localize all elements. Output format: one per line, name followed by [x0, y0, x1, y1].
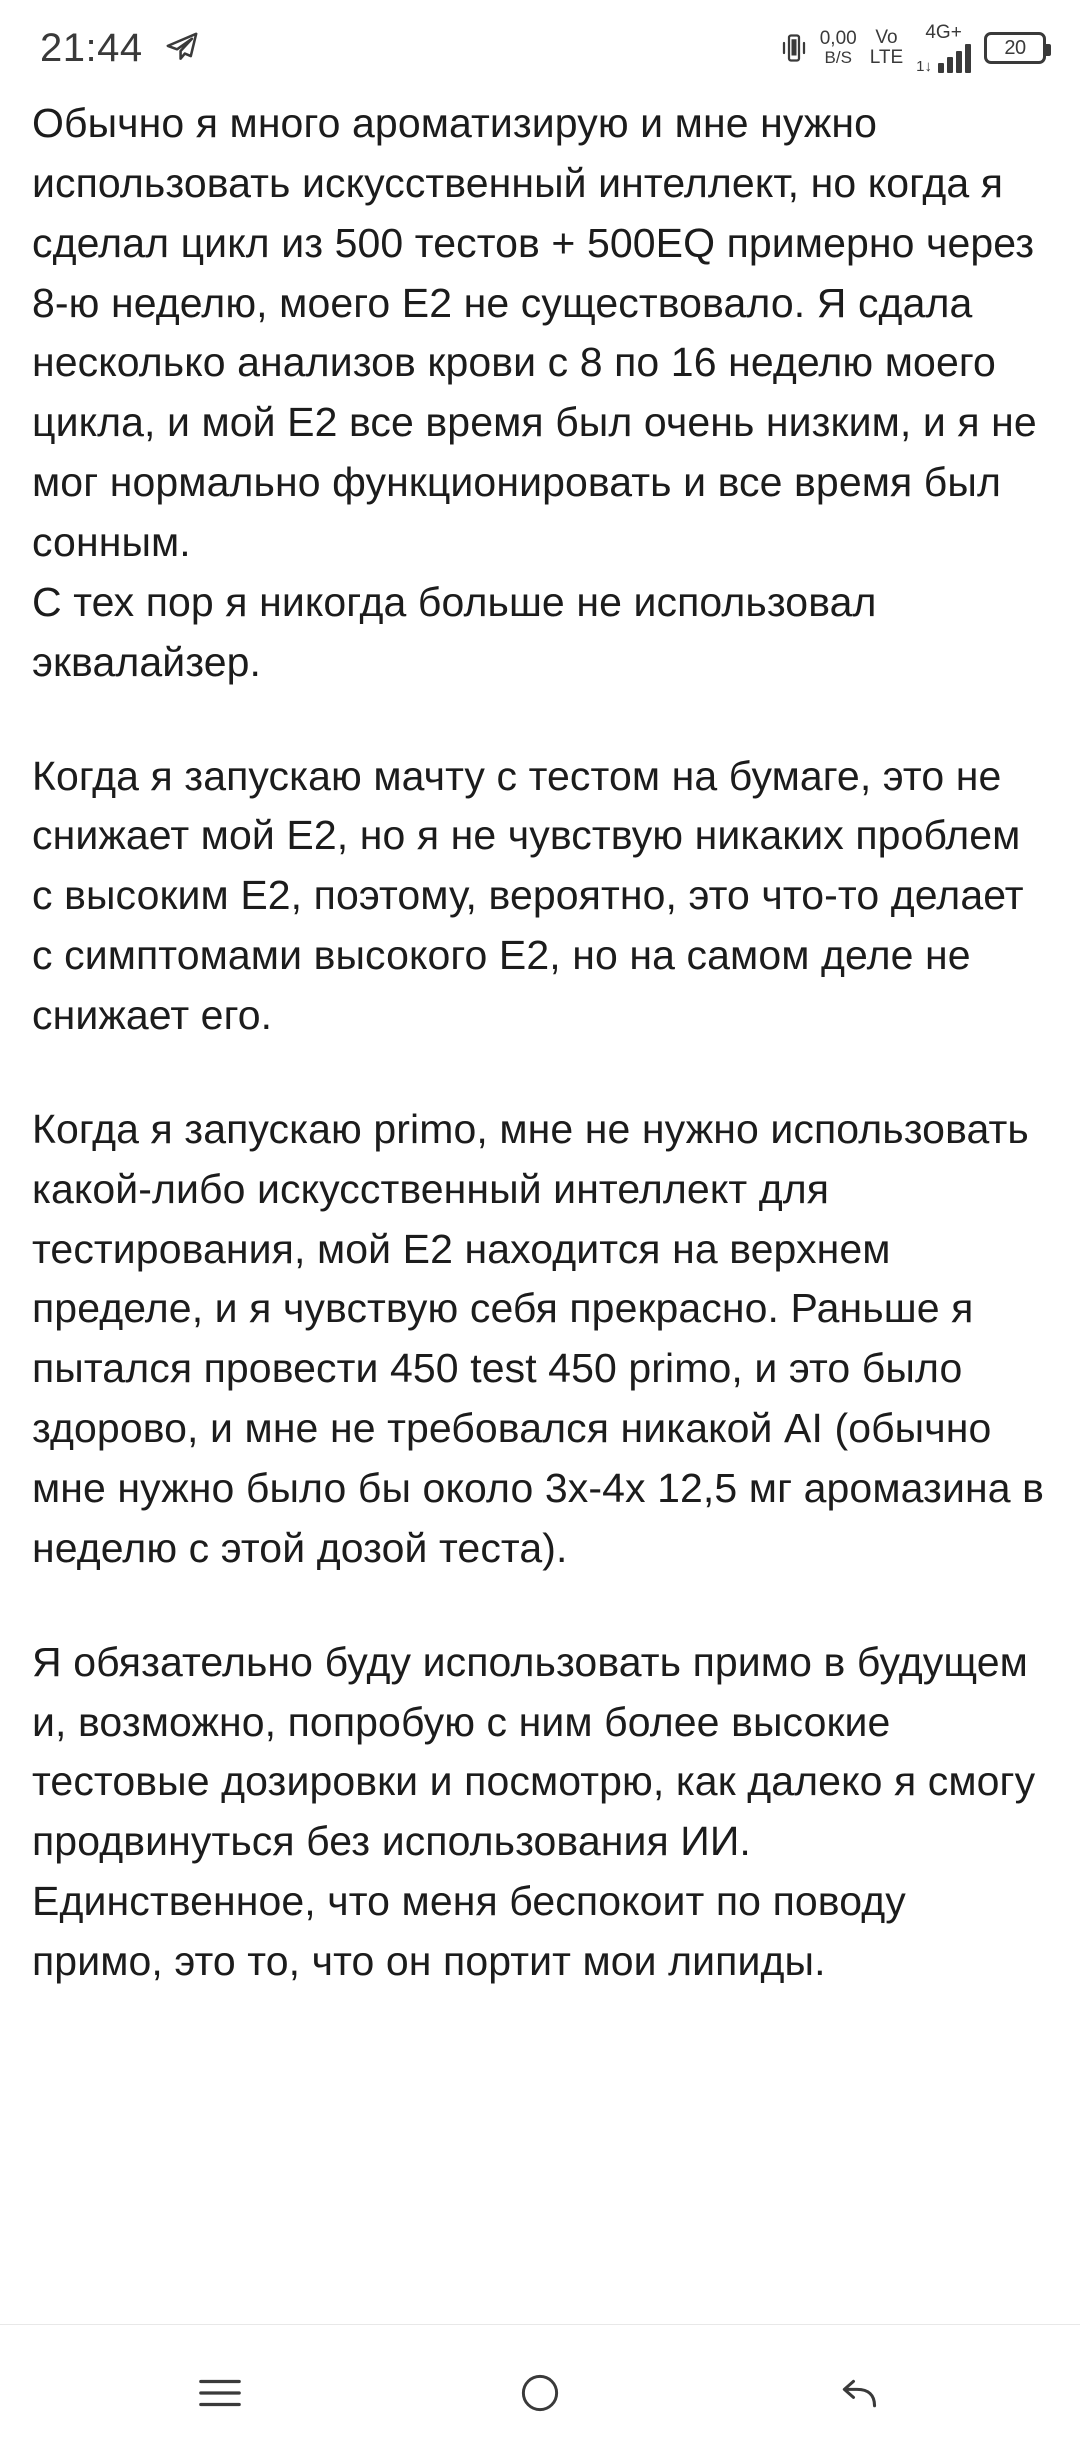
status-bar-right [781, 22, 1046, 76]
signal-bars-icon [938, 43, 971, 73]
article-paragraph: Когда я запускаю primo, мне не нужно использовать какой-либо искусственный интеллект для тестирования, мой E2 находится на верхнем пределе, и я чувствую себя прекрасно. Раньше я пытался провести 450 test 450 primo, и это было здорово, и мне не требовался никакой AI (обычно мне нужно было бы около 3х-4х 12,5 мг аромазина в неделю с этой дозой теста). [32, 1105, 1044, 1571]
article-paragraph: Я обязательно буду использовать примо в будущем и, возможно, попробую с ним более высокие тестовые дозировки и посмотрю, как далеко я смогу продвинуться без использования ИИ. [32, 1638, 1036, 1865]
status-bar-left [40, 26, 199, 71]
vibrate-mode-icon [781, 33, 807, 63]
paragraph-spacer [32, 1046, 1048, 1100]
navigation-bar [0, 2324, 1080, 2460]
network-speed-unit: B/S [824, 48, 852, 68]
volte-indicator [870, 28, 903, 68]
article-scroll-area[interactable] [0, 96, 1080, 2324]
network-type-label: 4G+ [925, 22, 962, 44]
content-fade [0, 2298, 1080, 2324]
status-clock: 21:44 [40, 25, 143, 70]
recents-button[interactable] [160, 2343, 280, 2443]
article-body [32, 96, 1048, 1992]
volte-bottom-label: LTE [869, 47, 904, 68]
article-paragraph: Обычно я много ароматизирую и мне нужно использовать искусственный интеллект, но когда я сделал цикл из 500 тестов + 500EQ примерно через 8-ю неделю, моего E2 не существовало. Я сдала несколько анализов крови с 8 по 16 неделю моего цикла, и мой E2 все время был очень низким, и я не мог нормально функционировать и все время был сонным. [32, 100, 1037, 566]
sim-indicator-label: 1↓ [916, 58, 932, 76]
signal-strength-group [916, 43, 971, 76]
network-type-indicator [916, 22, 971, 76]
article-paragraph: Когда я запускаю мачту с тестом на бумаге, это не снижает мой E2, но я не чувствую никаких проблем с высоким E2, поэтому, вероятно, это что-то делает с симптомами высокого E2, но на самом деле не снижает его. [32, 752, 1024, 1039]
menu-lines-icon [197, 2375, 243, 2411]
article-paragraph: С тех пор я никогда больше не использовал эквалайзер. [32, 578, 877, 685]
circle-icon [519, 2372, 561, 2414]
battery-icon [984, 32, 1046, 64]
article-paragraph: Единственное, что меня беспокоит по поводу примо, это то, что он портит мои липиды. [32, 1878, 906, 1985]
status-bar [0, 0, 1080, 96]
volte-top-label: Vo [875, 27, 898, 49]
back-button[interactable] [800, 2343, 920, 2443]
home-button[interactable] [480, 2343, 600, 2443]
network-speed-value: 0,00 [819, 28, 857, 50]
back-arrow-icon [838, 2373, 882, 2413]
paragraph-spacer [32, 1579, 1048, 1633]
paragraph-spacer [32, 693, 1048, 747]
battery-level-label: 20 [1004, 36, 1026, 59]
telegram-send-icon [165, 31, 199, 65]
network-speed-indicator [820, 29, 857, 67]
